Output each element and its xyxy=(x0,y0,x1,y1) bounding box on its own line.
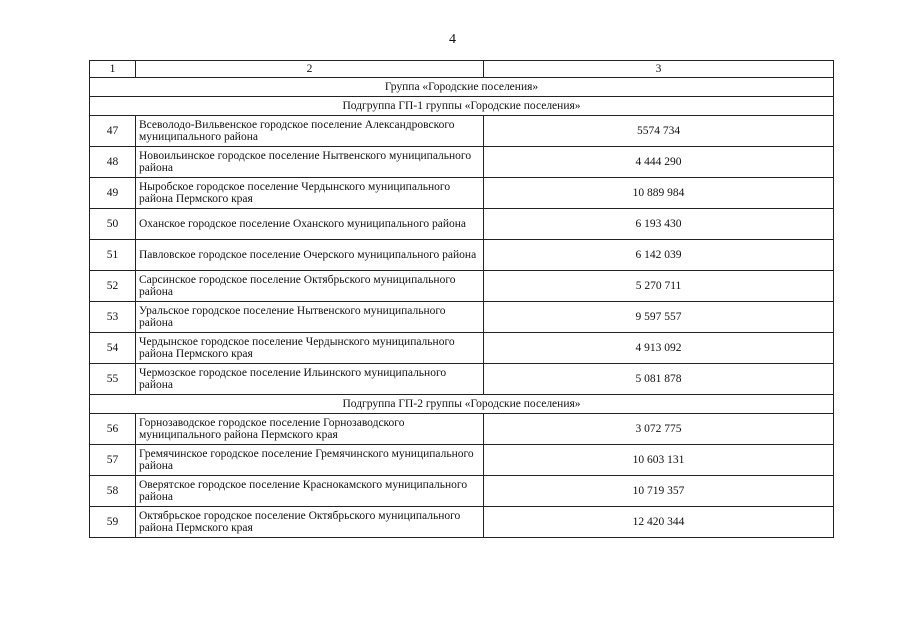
settlement-name: Уральское городское поселение Нытвенского муниципального района xyxy=(136,302,484,333)
row-number: 47 xyxy=(90,116,136,147)
table-row xyxy=(90,116,834,147)
page-number: 4 xyxy=(449,32,456,47)
settlement-name: Гремячинское городское поселение Гремячинского муниципального района xyxy=(136,445,484,476)
row-number: 59 xyxy=(90,507,136,538)
settlement-name: Сарсинское городское поселение Октябрьского муниципального района xyxy=(136,271,484,302)
allocation-value: 12 420 344 xyxy=(484,507,834,538)
allocation-value: 10 603 131 xyxy=(484,445,834,476)
table-row xyxy=(90,147,834,178)
row-number: 54 xyxy=(90,333,136,364)
settlement-name: Чердынское городское поселение Чердынского муниципального района Пермского края xyxy=(136,333,484,364)
settlement-name: Павловское городское поселение Очерского муниципального района xyxy=(136,240,484,271)
allocation-value: 5 081 878 xyxy=(484,364,834,395)
subgroup-header-row xyxy=(90,97,834,116)
column-numbers-row xyxy=(90,61,834,78)
allocation-value: 5574 734 xyxy=(484,116,834,147)
allocation-value: 6 142 039 xyxy=(484,240,834,271)
settlement-name: Октябрьское городское поселение Октябрьского муниципального района Пермского края xyxy=(136,507,484,538)
row-number: 51 xyxy=(90,240,136,271)
allocation-value: 4 444 290 xyxy=(484,147,834,178)
row-number: 48 xyxy=(90,147,136,178)
table-row xyxy=(90,209,834,240)
row-number: 58 xyxy=(90,476,136,507)
subgroup-title: Подгруппа ГП-2 группы «Городские поселения» xyxy=(90,395,834,414)
table-row xyxy=(90,414,834,445)
column-header: 2 xyxy=(136,61,484,78)
table-row xyxy=(90,240,834,271)
table-row xyxy=(90,178,834,209)
row-number: 50 xyxy=(90,209,136,240)
allocation-table xyxy=(89,60,834,538)
row-number: 56 xyxy=(90,414,136,445)
settlement-name: Чермозское городское поселение Ильинского муниципального района xyxy=(136,364,484,395)
settlement-name: Всеволодо-Вильвенское городское поселение Александровского муниципального района xyxy=(136,116,484,147)
settlement-name: Оханское городское поселение Оханского муниципального района xyxy=(136,209,484,240)
settlement-name: Новоильинское городское поселение Нытвенского муниципального района xyxy=(136,147,484,178)
row-number: 52 xyxy=(90,271,136,302)
settlement-name: Горнозаводское городское поселение Горнозаводского муниципального района Пермского края xyxy=(136,414,484,445)
allocation-value: 10 889 984 xyxy=(484,178,834,209)
settlement-name: Ныробское городское поселение Чердынского муниципального района Пермского края xyxy=(136,178,484,209)
row-number: 53 xyxy=(90,302,136,333)
allocation-value: 5 270 711 xyxy=(484,271,834,302)
table-row xyxy=(90,333,834,364)
group-header-row xyxy=(90,78,834,97)
settlement-name: Оверятское городское поселение Краснокамского муниципального района xyxy=(136,476,484,507)
row-number: 57 xyxy=(90,445,136,476)
row-number: 49 xyxy=(90,178,136,209)
column-header: 1 xyxy=(90,61,136,78)
allocation-value: 10 719 357 xyxy=(484,476,834,507)
row-number: 55 xyxy=(90,364,136,395)
table-row xyxy=(90,445,834,476)
table-row xyxy=(90,302,834,333)
column-header: 3 xyxy=(484,61,834,78)
subgroup-title: Подгруппа ГП-1 группы «Городские поселения» xyxy=(90,97,834,116)
group-title: Группа «Городские поселения» xyxy=(90,78,834,97)
table-row xyxy=(90,271,834,302)
allocation-value: 3 072 775 xyxy=(484,414,834,445)
table-row xyxy=(90,507,834,538)
allocation-value: 6 193 430 xyxy=(484,209,834,240)
table-row xyxy=(90,476,834,507)
table-row xyxy=(90,364,834,395)
allocation-value: 9 597 557 xyxy=(484,302,834,333)
subgroup-header-row xyxy=(90,395,834,414)
allocation-value: 4 913 092 xyxy=(484,333,834,364)
